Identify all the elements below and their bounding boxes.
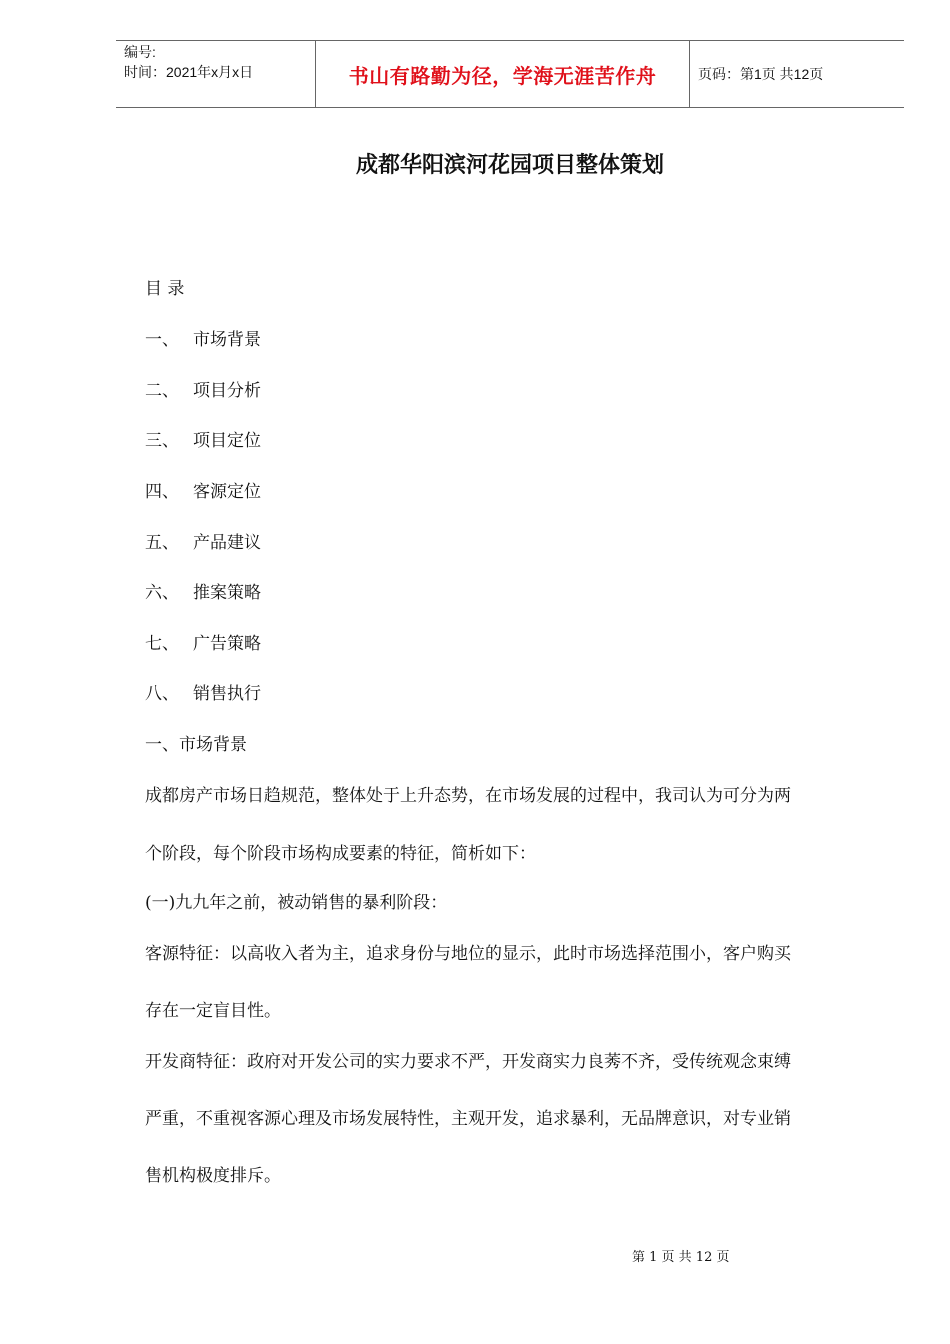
section-heading: 一、市场背景 — [145, 735, 247, 755]
document-title: 成都华阳滨河花园项目整体策划 — [355, 153, 664, 178]
toc-item-number: 八、 — [145, 684, 179, 704]
paragraph-line: 存在一定盲目性。 — [145, 1001, 281, 1021]
sub-heading: (一)九九年之前，被动销售的暴利阶段： — [145, 893, 448, 913]
toc-item — [145, 477, 261, 502]
toc-item-number: 七、 — [145, 634, 179, 654]
toc-item-label: 项目定位 — [193, 431, 261, 451]
toc-item — [145, 376, 261, 401]
toc-item — [145, 679, 261, 704]
toc-item — [145, 426, 261, 451]
toc-item-label: 产品建议 — [193, 533, 261, 553]
toc-item-label: 推案策略 — [193, 583, 261, 603]
toc-item-number: 四、 — [145, 482, 179, 502]
header-divider — [689, 41, 690, 107]
toc-item-number: 六、 — [145, 583, 179, 603]
paragraph-line: 售机构极度排斥。 — [145, 1166, 281, 1186]
header-motto: 书山有路勤为径，学海无涯苦作舟 — [348, 63, 657, 88]
toc-item-label: 销售执行 — [193, 684, 261, 704]
toc-heading: 目 录 — [145, 279, 185, 299]
toc-item-number: 二、 — [145, 381, 179, 401]
toc-item-label: 广告策略 — [193, 634, 261, 654]
toc-item — [145, 629, 261, 654]
toc-item — [145, 325, 261, 350]
paragraph-line: 开发商特征：政府对开发公司的实力要求不严，开发商实力良莠不齐，受传统观念束缚 — [145, 1052, 791, 1072]
page-footer: 第 1 页 共 12 页 — [632, 1250, 730, 1265]
number-label: 编号: — [124, 44, 156, 60]
page-header — [116, 40, 904, 108]
toc-item-label: 项目分析 — [193, 381, 261, 401]
paragraph-line: 客源特征：以高收入者为主，追求身份与地位的显示，此时市场选择范围小，客户购买 — [145, 944, 791, 964]
toc-item — [145, 528, 261, 553]
paragraph-line: 成都房产市场日趋规范，整体处于上升态势，在市场发展的过程中，我司认为可分为两 — [145, 786, 791, 806]
toc-item-number: 三、 — [145, 431, 179, 451]
toc-item-label: 客源定位 — [193, 482, 261, 502]
toc-item-number: 一、 — [145, 330, 179, 350]
paragraph-line: 严重，不重视客源心理及市场发展特性，主观开发，追求暴利，无品牌意识，对专业销 — [145, 1109, 791, 1129]
toc-item — [145, 578, 261, 603]
header-page-info: 页码：第1页 共12页 — [698, 66, 824, 82]
paragraph-line: 个阶段，每个阶段市场构成要素的特征，简析如下： — [145, 844, 536, 864]
toc-item-number: 五、 — [145, 533, 179, 553]
toc-item-label: 市场背景 — [193, 330, 261, 350]
time-label: 时间：2021年x月x日 — [124, 64, 254, 80]
header-meta — [124, 41, 314, 107]
